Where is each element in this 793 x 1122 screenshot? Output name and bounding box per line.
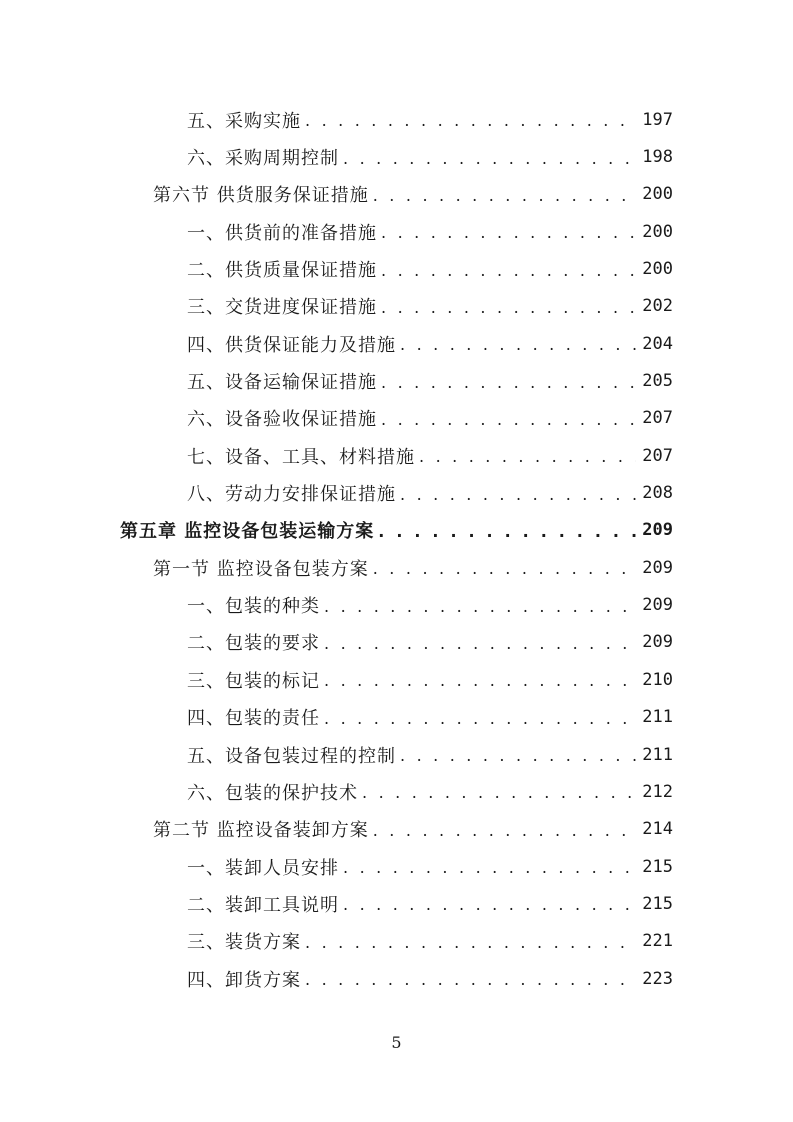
toc-item-row[interactable] — [0, 213, 793, 250]
toc-section-row[interactable] — [0, 811, 793, 848]
toc-entry-title: 一、包装的种类 — [187, 596, 320, 618]
toc-page-number: 214 — [642, 819, 673, 840]
table-of-contents — [0, 101, 793, 997]
toc-page-number: 205 — [642, 371, 673, 392]
toc-page-number: 209 — [642, 595, 673, 616]
toc-item-row[interactable] — [0, 138, 793, 175]
toc-entry-title: 第二节 监控设备装卸方案 — [153, 820, 369, 842]
toc-entry-title: 三、装货方案 — [187, 932, 301, 954]
toc-entry-title: 四、包装的责任 — [187, 708, 320, 730]
dot-leader — [305, 111, 636, 130]
dot-leader — [343, 858, 636, 877]
dot-leader — [362, 783, 636, 802]
dot-leader — [324, 597, 636, 616]
toc-chapter-row[interactable] — [0, 512, 793, 549]
dot-leader — [324, 671, 636, 690]
dot-leader — [373, 821, 636, 840]
toc-page-number: 210 — [642, 669, 673, 690]
toc-page-number: 200 — [642, 259, 673, 280]
toc-item-row[interactable] — [0, 586, 793, 623]
toc-item-row[interactable] — [0, 923, 793, 960]
toc-entry-title: 二、包装的要求 — [187, 633, 320, 655]
toc-entry-title: 五、设备运输保证措施 — [187, 372, 377, 394]
dot-leader — [400, 746, 636, 765]
toc-page-number: 207 — [642, 408, 673, 429]
dot-leader — [400, 335, 636, 354]
toc-item-row[interactable] — [0, 400, 793, 437]
dot-leader — [343, 895, 636, 914]
toc-page-number: 204 — [642, 333, 673, 354]
toc-entry-title: 二、供货质量保证措施 — [187, 260, 377, 282]
dot-leader — [381, 410, 636, 429]
toc-item-row[interactable] — [0, 325, 793, 362]
toc-entry-title: 一、装卸人员安排 — [187, 857, 339, 879]
toc-page-number: 209 — [642, 520, 673, 541]
dot-leader — [381, 373, 636, 392]
toc-page-number: 200 — [642, 184, 673, 205]
toc-page-number: 211 — [642, 744, 673, 765]
toc-entry-title: 四、卸货方案 — [187, 969, 301, 991]
toc-entry-title: 二、装卸工具说明 — [187, 894, 339, 916]
toc-section-row[interactable] — [0, 176, 793, 213]
toc-item-row[interactable] — [0, 362, 793, 399]
dot-leader — [381, 223, 636, 242]
toc-item-row[interactable] — [0, 101, 793, 138]
toc-page-number: 202 — [642, 296, 673, 317]
toc-item-row[interactable] — [0, 288, 793, 325]
toc-page-number: 215 — [642, 893, 673, 914]
toc-item-row[interactable] — [0, 848, 793, 885]
toc-entry-title: 六、采购周期控制 — [187, 148, 339, 170]
dot-leader — [324, 709, 636, 728]
dot-leader — [343, 149, 636, 168]
toc-page-number: 212 — [642, 781, 673, 802]
toc-entry-title: 七、设备、工具、材料措施 — [187, 446, 415, 468]
dot-leader — [373, 559, 636, 578]
dot-leader — [400, 485, 636, 504]
toc-section-row[interactable] — [0, 549, 793, 586]
toc-entry-title: 六、设备验收保证措施 — [187, 409, 377, 431]
toc-page-number: 200 — [642, 221, 673, 242]
toc-page-number: 197 — [642, 109, 673, 130]
dot-leader — [419, 447, 636, 466]
toc-entry-title: 六、包装的保护技术 — [187, 782, 358, 804]
dot-leader — [305, 933, 636, 952]
toc-item-row[interactable] — [0, 624, 793, 661]
toc-page-number: 209 — [642, 557, 673, 578]
toc-page-number: 223 — [642, 968, 673, 989]
toc-item-row[interactable] — [0, 250, 793, 287]
toc-item-row[interactable] — [0, 736, 793, 773]
toc-entry-title: 三、交货进度保证措施 — [187, 297, 377, 319]
toc-page-number: 221 — [642, 931, 673, 952]
toc-item-row[interactable] — [0, 437, 793, 474]
toc-entry-title: 三、包装的标记 — [187, 670, 320, 692]
page-number: 5 — [391, 1033, 402, 1052]
toc-item-row[interactable] — [0, 661, 793, 698]
toc-page-number: 211 — [642, 707, 673, 728]
toc-entry-title: 第一节 监控设备包装方案 — [153, 558, 369, 580]
toc-page-number: 215 — [642, 856, 673, 877]
toc-item-row[interactable] — [0, 773, 793, 810]
dot-leader — [373, 186, 636, 205]
dot-leader — [378, 522, 636, 541]
dot-leader — [381, 298, 636, 317]
toc-page-number: 209 — [642, 632, 673, 653]
toc-entry-title: 第五章 监控设备包装运输方案 — [120, 521, 375, 543]
toc-item-row[interactable] — [0, 699, 793, 736]
dot-leader — [324, 634, 636, 653]
toc-item-row[interactable] — [0, 885, 793, 922]
toc-item-row[interactable] — [0, 474, 793, 511]
toc-item-row[interactable] — [0, 960, 793, 997]
toc-entry-title: 五、采购实施 — [187, 110, 301, 132]
toc-entry-title: 一、供货前的准备措施 — [187, 222, 377, 244]
toc-page-number: 198 — [642, 147, 673, 168]
toc-entry-title: 五、设备包装过程的控制 — [187, 745, 396, 767]
dot-leader — [381, 261, 636, 280]
dot-leader — [305, 970, 636, 989]
toc-entry-title: 第六节 供货服务保证措施 — [153, 185, 369, 207]
toc-page-number: 208 — [642, 483, 673, 504]
toc-entry-title: 八、劳动力安排保证措施 — [187, 484, 396, 506]
toc-page-number: 207 — [642, 445, 673, 466]
toc-entry-title: 四、供货保证能力及措施 — [187, 334, 396, 356]
